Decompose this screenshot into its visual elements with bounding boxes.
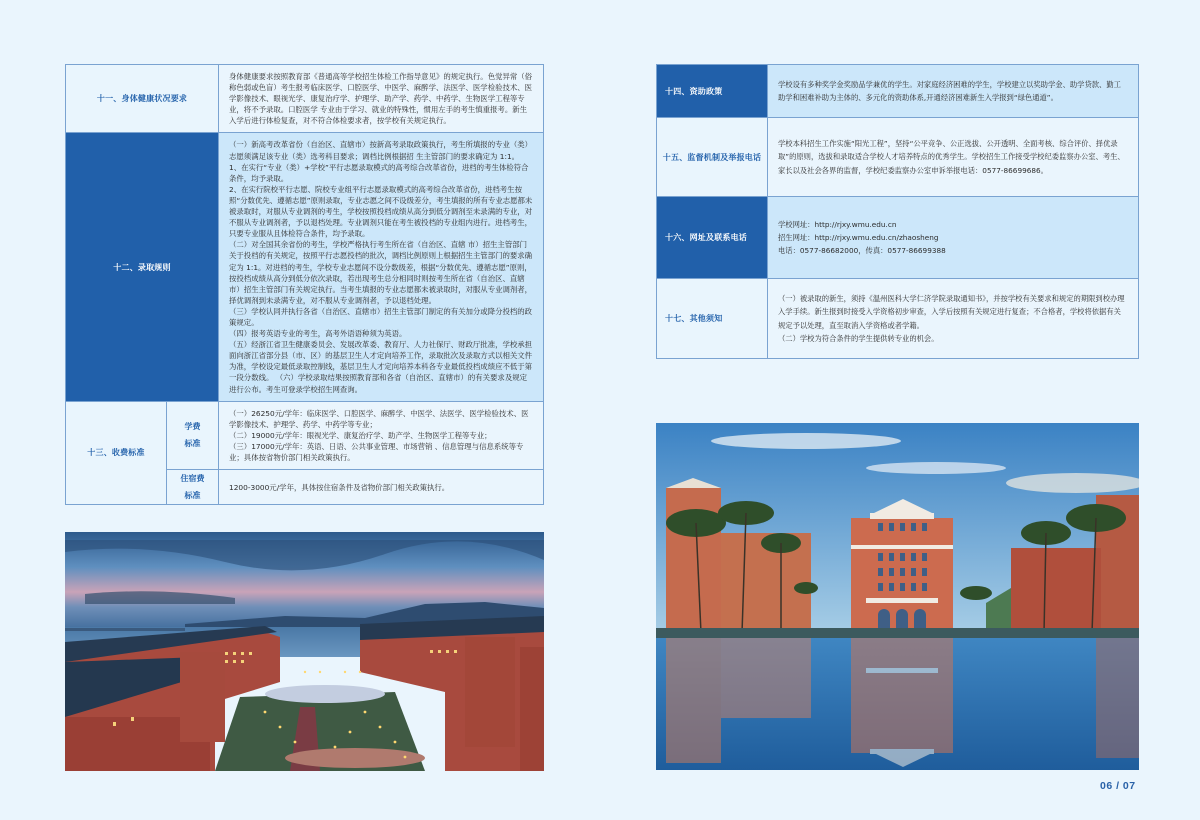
admission-info-table-left bbox=[65, 64, 544, 505]
table-row-admission-rules bbox=[66, 133, 544, 401]
paragraph: （四）报考英语专业的考生，高考外语语种须为英语。 bbox=[229, 329, 407, 339]
phone-fax: 电话：0577-86682000，传真：0577-86699388 bbox=[778, 246, 946, 256]
table-row-contact bbox=[657, 197, 1139, 279]
paragraph: 学校设有多种奖学金奖励品学兼优的学生。对家庭经济困难的学生，学校建立以奖助学金、助学贷款、勤工助学和困难补助为主体的、多元化的资助体系,开通经济困难新生入学报到“绿色通道”。 bbox=[778, 79, 1121, 102]
paragraph: 学校本科招生工作实施“阳光工程”，坚持“公平竞争、公正选拔、公开透明、全面考核、综合评价、择优录取”的原则，选拔和录取适合学校人才培养特点的优秀学生。学校招生工作接受学校纪委监察办公室、考生、家长以及社会各界的监督，学校纪委监察办公室申诉举报电话：0577-86699686。 bbox=[778, 139, 1125, 175]
admission-info-table-right bbox=[656, 64, 1139, 359]
paragraph: （五）经浙江省卫生健康委员会、发展改革委、教育厅、人力社保厅、财政厅批准，学校承担面向浙江省部分县（市、区）的基层卫生人才定向培养工作，录取批次及录取方式以相关文件为准，学校设定最低录取控制线，基层卫生人才定向培养本科各专业最低投档成绩应不低于第一段分数线。 （六）学校录取结果按照教育部和各省（自治区、直辖市）的有关要求及规定进行公布。考生可登录学校招生网查询。 bbox=[229, 340, 533, 394]
row-content-physical-health bbox=[219, 65, 544, 133]
row-label-financial-aid: 十四、资助政策 bbox=[657, 65, 768, 118]
campus-main-building-image bbox=[656, 423, 1139, 770]
sub-label-line: 住宿费 bbox=[180, 474, 205, 484]
row-label-supervision: 十五、监督机制及举报电话 bbox=[657, 118, 768, 197]
paragraph: （二）学校为符合条件的学生提供转专业的机会。 bbox=[778, 333, 939, 343]
sub-label-line: 标准 bbox=[184, 491, 201, 501]
paragraph: （三）学校认同并执行各省（自治区、直辖市）招生主管部门制定的有关加分或降分投档的政策规定。 bbox=[229, 306, 533, 327]
paragraph: （三）17000元/学年：英语、日语、公共事业管理、市场营销 、信息管理与信息系统等专业；具体按省物价部门相关政策执行。 bbox=[229, 441, 524, 462]
row-content-contact bbox=[768, 197, 1139, 279]
paragraph: （二）19000元/学年：眼视光学、康复治疗学、助产学、生物医学工程等专业； bbox=[229, 430, 492, 440]
table-row-physical-health bbox=[66, 65, 544, 133]
sub-label-line: 学费 bbox=[184, 422, 201, 432]
paragraph: （一）26250元/学年：临床医学、口腔医学、麻醉学、中医学、法医学、医学检验技术、医学影像技术、护理学、药学、中药学等专业； bbox=[229, 408, 529, 429]
row-label-other-notes: 十七、其他须知 bbox=[657, 279, 768, 359]
row-content-other-notes bbox=[768, 279, 1139, 359]
row-label-admission-rules: 十二、录取规则 bbox=[66, 133, 219, 401]
sub-label-line: 标准 bbox=[184, 439, 201, 449]
row-label-contact: 十六、网址及联系电话 bbox=[657, 197, 768, 279]
paragraph: 身体健康要求按照教育部《普通高等学校招生体检工作指导意见》的规定执行。色觉异常（俗称色弱或色盲）考生报考临床医学、口腔医学、中医学、麻醉学、法医学、医学检验技术、医学影像技术、眼视光学、康复治疗学、护理学、助产学、药学、中药学、生物医学工程等专业，将不予录取。口腔医学 专业由于学习、就业的特殊性，惯用左手的考生慎重报考。新生入学后进行体检复查，对不符合体检要求者，按学校有关规定执行。 bbox=[229, 72, 533, 126]
row-content-admission-rules bbox=[219, 133, 544, 401]
paragraph: （一）被录取的新生，须持《温州医科大学仁济学院录取通知书》，并按学校有关要求和规定的期限到校办理入学手续。新生报到时接受入学资格初步审查，入学后按照有关规定进行复查；不合格者，学校将依据有关规定予以处理，直至取消入学资格或者学籍。 bbox=[778, 294, 1125, 330]
table-row-financial-aid bbox=[657, 65, 1139, 118]
table-row-supervision bbox=[657, 118, 1139, 197]
row-label-fee-standards: 十三、收费标准 bbox=[66, 401, 167, 504]
paragraph: 2、在实行院校平行志愿、院校专业组平行志愿录取模式的高考综合改革省份，进档考生按照“分数优先、遵循志愿”原则录取，专业志愿之间不设级差分，考生填报的所有专业志愿都未被录取时，对服从专业调剂的考生，学校按照投档成绩从高分到低分调剂至未录满的专业，对不服从专业调剂者，予以退档处理。专业调剂只能在考生被投档的专业组内进行。进档考生，只要专业服从且体检符合条件，均予录取。 bbox=[229, 184, 533, 239]
row-content-accommodation bbox=[219, 470, 544, 505]
paragraph: （一）新高考改革省份（自治区、直辖市）按新高考录取政策执行，考生所填报的专业（类）志愿须满足该专业（类）选考科目要求；调档比例根据招 生主管部门的要求确定为 1:1。 bbox=[229, 140, 533, 161]
row-content-supervision bbox=[768, 118, 1139, 197]
sub-label-tuition bbox=[167, 401, 219, 469]
table-row-tuition bbox=[66, 401, 544, 469]
row-label-physical-health: 十一、身体健康状况要求 bbox=[66, 65, 219, 133]
website-url[interactable]: 学校网址：http://rjxy.wmu.edu.cn bbox=[778, 219, 897, 229]
paragraph: 1、在实行“专业（类）+学校”平行志愿录取模式的高考综合改革省份，进档的考生体检符合条件，均予录取。 bbox=[229, 162, 529, 183]
row-content-tuition bbox=[219, 401, 544, 469]
page-number: 06 / 07 bbox=[1100, 780, 1136, 792]
campus-main-building-photo bbox=[656, 423, 1139, 770]
admissions-url[interactable]: 招生网址：http://rjxy.wmu.edu.cn/zhaosheng bbox=[778, 232, 939, 242]
paragraph: （二）对全国其余省份的考生，学校严格执行考生所在省（自治区、直辖 市）招生主管部门关于投档的有关规定，按照平行志愿投档的批次，调档比例原则上根据招生主管部门的要求确定为 1:1。对进档的考生，学校专业志愿间不设分数级差，根据“分数优先、遵循志愿”原则，按投档成绩从高分到低分依次录取，若出现考生总分相同时则按考生所在省（自治区、直辖市）招生主管部门有关规定执行。当考生填报的专业志愿都未被录取时，对服从专业调剂者，择优调剂到未录满专业，对不服从专业调剂者，予以退档处理。 bbox=[229, 240, 533, 305]
row-content-financial-aid bbox=[768, 65, 1139, 118]
table-row-other-notes bbox=[657, 279, 1139, 359]
campus-aerial-photo bbox=[65, 532, 544, 771]
campus-aerial-image bbox=[65, 532, 544, 771]
sub-label-accommodation bbox=[167, 470, 219, 505]
paragraph: 1200-3000元/学年，具体按住宿条件及省物价部门相关政策执行。 bbox=[229, 482, 450, 492]
